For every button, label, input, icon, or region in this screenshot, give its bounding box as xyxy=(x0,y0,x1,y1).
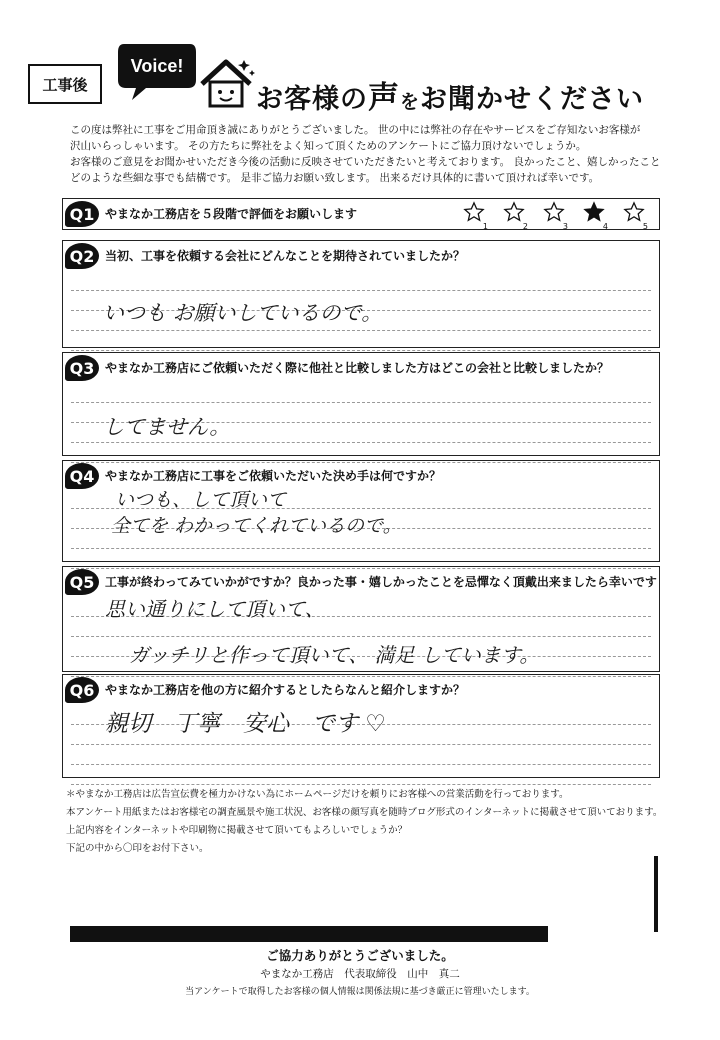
rating-label: 4 xyxy=(602,222,608,231)
house-icon xyxy=(196,54,256,112)
intro-line: 沢山いらっしゃいます。 その方たちに弊社をよく知って頂くためのアンケートにご協力頂けないでしょうか。 xyxy=(70,140,587,152)
redacted-area-edge xyxy=(654,856,658,932)
question-number: Q2 xyxy=(65,243,99,269)
question-3-box xyxy=(62,352,660,456)
rating-star-5[interactable] xyxy=(623,201,648,231)
rating-label: 1 xyxy=(482,222,488,231)
question-number: Q6 xyxy=(65,677,99,703)
question-5-box xyxy=(62,566,660,672)
answer-handwriting: ガッチリと作って頂いて、 満足 しています。 xyxy=(129,643,540,667)
footnote-line: 上記内容をインターネットや印刷物に掲載させて頂いてもよろしいでしょうか？ xyxy=(66,825,408,836)
question-text: やまなか工務店を５段階で評価をお願いします xyxy=(105,207,358,221)
rating-stars xyxy=(463,201,648,231)
question-4-box xyxy=(62,460,660,562)
intro-line: お客様のご意見をお聞かせいただき今後の活動に反映させていただきたいと考えております。 良かったこと、嬉しかったこと xyxy=(70,156,661,168)
answer-handwriting: 親切 丁寧 安心 です ♡ xyxy=(105,711,386,737)
rating-star-4[interactable] xyxy=(583,201,608,231)
question-text: やまなか工務店にご依頼いただく際に他社と比較しました方はどこの会社と比較しましたか？ xyxy=(105,361,610,375)
rating-label: 2 xyxy=(522,222,528,231)
rating-label: 3 xyxy=(562,222,568,231)
title-part-2: 声 xyxy=(368,80,400,116)
question-text: やまなか工務店に工事をご依頼いただいた決め手は何ですか？ xyxy=(105,469,442,483)
rating-label: 5 xyxy=(642,222,648,231)
answer-handwriting: いつも、して頂いて xyxy=(115,489,287,511)
question-text: 当初、工事を依頼する会社にどんなことを期待されていましたか？ xyxy=(105,249,466,263)
privacy-notice: 当アンケートで取得したお客様の個人情報は関係法規に基づき厳正に管理いたします。 xyxy=(185,987,535,997)
question-1-box xyxy=(62,198,660,230)
intro-line: どのような些細な事でも結構です。 是非ご協力お願い致します。 出来るだけ具体的に書いて頂ければ幸いです。 xyxy=(70,172,600,184)
question-6-box xyxy=(62,674,660,778)
footnote-line: 下記の中から〇印をお付下さい。 xyxy=(66,843,209,854)
title-part-3: を xyxy=(400,91,421,113)
star-filled-icon xyxy=(583,201,605,223)
question-number: Q5 xyxy=(65,569,99,595)
thanks-message: ご協力ありがとうございました。 xyxy=(266,948,454,963)
question-number: Q4 xyxy=(65,463,99,489)
title-part-4: お聞かせください xyxy=(420,84,645,115)
star-outline-icon xyxy=(463,201,485,223)
star-outline-icon xyxy=(503,201,525,223)
answer-handwriting: 思い通りにして頂いて、 xyxy=(105,597,325,621)
voice-logo-text: Voice! xyxy=(130,56,184,76)
voice-speech-bubble xyxy=(116,40,198,102)
redacted-bar xyxy=(70,926,548,942)
signature-line: やまなか工務店 代表取締役 山中 真二 xyxy=(260,968,460,980)
status-badge: 工事後 xyxy=(28,64,102,104)
question-text: 工事が終わってみていかがですか？良かった事・嬉しかったことを忌憚なく頂戴出来ましたら幸いです xyxy=(105,575,657,589)
answer-handwriting: 全てを わかってくれているので。 xyxy=(111,515,402,537)
answer-handwriting: いつも お願いしているので。 xyxy=(103,301,383,325)
question-number: Q1 xyxy=(65,201,99,227)
question-text: やまなか工務店を他の方に紹介するとしたらなんと紹介しますか？ xyxy=(105,683,466,697)
question-number: Q3 xyxy=(65,355,99,381)
answer-handwriting: してません。 xyxy=(103,415,231,439)
rating-star-1[interactable] xyxy=(463,201,488,231)
question-2-box xyxy=(62,240,660,348)
page-title xyxy=(256,72,644,117)
rating-star-3[interactable] xyxy=(543,201,568,231)
footnote-line: 本アンケート用紙またはお客様宅の調査風景や施工状況、お客様の顔写真を随時ブログ形式のインターネットに掲載させて頂いております。 xyxy=(66,807,663,818)
star-outline-icon xyxy=(623,201,645,223)
intro-line: この度は弊社に工事をご用命頂き誠にありがとうございました。 世の中には弊社の存在やサービスをご存知ないお客様が xyxy=(70,124,641,136)
intro-text xyxy=(70,122,690,186)
star-outline-icon xyxy=(543,201,565,223)
title-part-1: お客様の xyxy=(256,84,368,115)
footnote-line: ＊やまなか工務店は広告宣伝費を極力かけない為にホームページだけを頼りにお客様への営業活動を行っております。 xyxy=(66,789,569,800)
rating-star-2[interactable] xyxy=(503,201,528,231)
